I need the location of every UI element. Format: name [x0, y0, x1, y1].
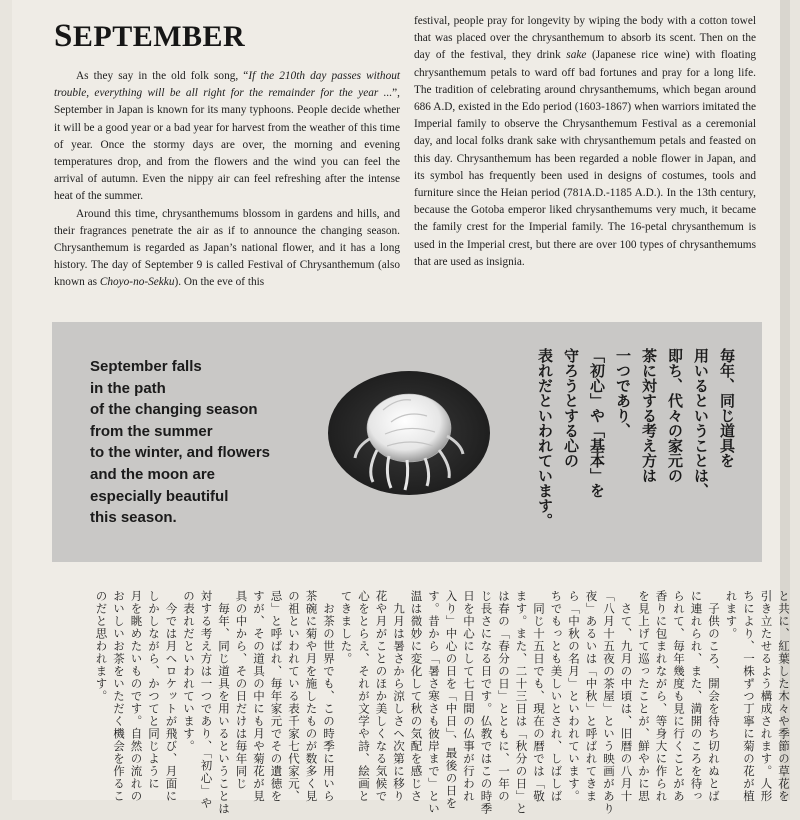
quote-line: to the winter, and flowers: [90, 444, 271, 462]
jp-quote-line: 「初心」や「基本」を: [588, 348, 606, 498]
paragraph-text: ”, September in Japan is known for its many typhoons. People decide whether it will be a good year or a bad year for harvest from the weather of this time of year. Once the stormy days are over, the morning and evening temperatures drop, and from the flowers and the wind you can feel the arrival of autumn. Even the nippy air can feel refreshing after the intense heat of the summer.: [54, 87, 400, 203]
jp-quote-line: 茶に対する考え方は: [640, 348, 658, 483]
paragraph-typhoons: [54, 68, 400, 206]
jp-line: に連れられ、また、満開のころを待っ: [689, 590, 704, 803]
jp-line: 温は微妙に変化して秋の気配を感じさ: [409, 590, 424, 803]
jp-line: 忌」と呼ばれ、毎年家元でその遺徳を: [269, 590, 284, 803]
jp-line: 入り」中心の日を「中日」、最後の日を: [444, 590, 459, 810]
jp-line: 夜」あるいは「中秋」と呼ばれてきま: [584, 590, 599, 803]
jp-quote-line: 表れだといわれています。: [536, 348, 554, 528]
english-column-right: [414, 13, 756, 271]
quote-banner: [52, 322, 762, 562]
jp-line: 茶碗に菊や月を施したものが数多く見: [304, 590, 319, 803]
jp-line: 花や月がことのほか美しくなる気候で: [374, 590, 389, 803]
paragraph-text: festival, people pray for longevity by wiping the body with a cotton towel that was placed over the chrysanthemum to absorb its scent. Then on the day of the festival, they drink: [414, 15, 756, 62]
jp-line: 引き立たせるよう構成されます。人形: [759, 590, 774, 803]
title-capital: S: [54, 18, 73, 54]
quote-line: of the changing season: [90, 401, 258, 419]
jp-line: ます。また、二十三日は「秋分の日」と: [514, 590, 529, 815]
jp-line: 対する考え方は一つであり、「初心」や: [199, 590, 214, 810]
jp-line: のだと思われます。: [94, 590, 109, 703]
jp-line: 毎年、同じ道具を用いるということは: [217, 590, 231, 815]
jp-quote-line: 守ろうとする心の: [562, 348, 580, 468]
jp-line: を見上げて巡ったことが、鮮やかに思: [637, 590, 651, 803]
jp-quote-line: 毎年、同じ道具を: [718, 348, 736, 468]
magazine-page: [12, 0, 791, 815]
jp-quote-line: 用いるということは、: [692, 348, 710, 498]
jp-line: 「八月十五夜の茶屋」という映画があり: [602, 590, 616, 815]
paragraph-text: Around this time, chrysanthemums blossom in gardens and hills, and their fragrances penetrate the air as if to announce the changing season. Chrysanthemum is regarded as Japan’s national flower, and it has a long history. The day of September 9 is called Festival of Chrysanthemum (also known as: [54, 207, 400, 289]
jp-line: てきました。: [339, 590, 354, 665]
jp-line: の祖といわれている表千家七代家元、: [287, 590, 301, 803]
japanese-body-text: [42, 590, 792, 820]
jp-line: 日を中心にして七日間の仏事が行われ: [462, 590, 476, 803]
jp-line: られて、毎年幾度も見に行くことがあ: [672, 590, 686, 803]
jp-line: す。昔から「暑さ寒さも彼岸まで」とい: [427, 590, 441, 815]
folk-song-quote: If the 210th day passes without trouble, everything will be all right for the remainder for the year ...: [54, 70, 401, 100]
jp-line: 同じ十五日でも、現在の暦では「敬: [532, 590, 546, 803]
jp-line: すが、その道具の中にも月や菊花が見: [252, 590, 266, 803]
jp-line: の表れだといわれています。: [182, 590, 196, 753]
paragraph-text: As they say in the old folk song, “: [76, 70, 249, 82]
paragraph-text: ). On the eve of this: [174, 276, 265, 289]
jp-line: は春の「春分の日」とともに、一年の: [497, 590, 511, 803]
chrysanthemum-photo: [327, 370, 492, 496]
jp-line: 心をとらえ、それが文学や詩、絵画と: [357, 590, 371, 803]
jp-line: お茶の世界でも、この時季に用いら: [322, 590, 336, 803]
page-title: [54, 18, 245, 55]
jp-line: ら「中秋の名月」といわれています。: [567, 590, 581, 803]
english-pull-quote: [90, 356, 340, 529]
jp-line: しかしながら、かつてと同じように: [147, 590, 161, 790]
jp-line: じ長さになる日です。仏教ではこの時季: [479, 590, 494, 815]
jp-line: ちにより、一株ずつ丁寧に菊の花が植: [742, 590, 756, 803]
quote-line: this season.: [90, 509, 177, 527]
jp-line: 今では月へロケットが飛び、月面に: [164, 590, 179, 803]
jp-line: と共に、紅葉した木々や季節の草花を: [777, 590, 791, 803]
term-choyo-no-sekku: Choyo-no-Sekku: [99, 276, 175, 289]
jp-line: 九月は暑さから涼しさへ次第に移り: [392, 590, 406, 803]
jp-line: 具の中から、その日だけは毎年同じ: [234, 590, 249, 790]
quote-line: in the path: [90, 379, 166, 397]
paragraph-festival: [414, 13, 756, 271]
quote-line: from the summer: [90, 422, 213, 440]
paragraph-text: (Japanese rice wine) with floating chrysanthemum petals to ward off bad fortunes and pray for a long life. The tradition of celebrating around chrysanthemums, which began around 686 A.D, existed in the Edo period (1603-1867) when warriors imitated the Imperial family to observe the Chrysanthemum Festival as a ceremonial day, and local folks drank sake with chrysanthemum petals and feasted on this day. Chrysanthemum has been regarded a noble flower in Japan, and its symbol has frequently been used in designs of costumes, tools and furniture since the Heian period (781A.D.-1185 A.D.). In the 13th century, because the Gotoba emperor liked chrysanthemums very much, it became the family crest for the Imperial family. The 16-petal chrysanthemum is used in the Imperial crest, but there are over 100 types of chrysanthemums that are used as insignia.: [414, 49, 756, 268]
quote-line: September falls: [90, 358, 202, 375]
jp-line: 月を眺めたいものです。自然の流れの: [129, 590, 144, 803]
term-sake: sake: [566, 49, 587, 62]
english-column-left: [54, 68, 400, 292]
jp-line: 香りに包まれながら、等身大に作られ: [654, 590, 669, 803]
jp-quote-line: 一つであり、: [614, 348, 632, 438]
jp-line: れます。: [724, 590, 739, 640]
title-rest: EPTEMBER: [72, 20, 246, 53]
japanese-pull-quote: [532, 348, 740, 548]
quote-line: and the moon are: [90, 465, 216, 483]
quote-line: especially beautiful: [90, 487, 229, 505]
jp-line: ちでもっとも美しいとされ、しばしば: [549, 590, 564, 803]
jp-line: 子供のころ、開会を待ち切れぬとば: [707, 590, 721, 803]
paragraph-chrysanthemums: [54, 206, 400, 292]
jp-line: おいしいお茶をいただく機会を作るこ: [112, 590, 126, 803]
jp-line: さて、九月の中頃は、旧暦の八月十: [619, 590, 634, 803]
jp-quote-line: 即ち、代々の家元の: [666, 348, 684, 483]
